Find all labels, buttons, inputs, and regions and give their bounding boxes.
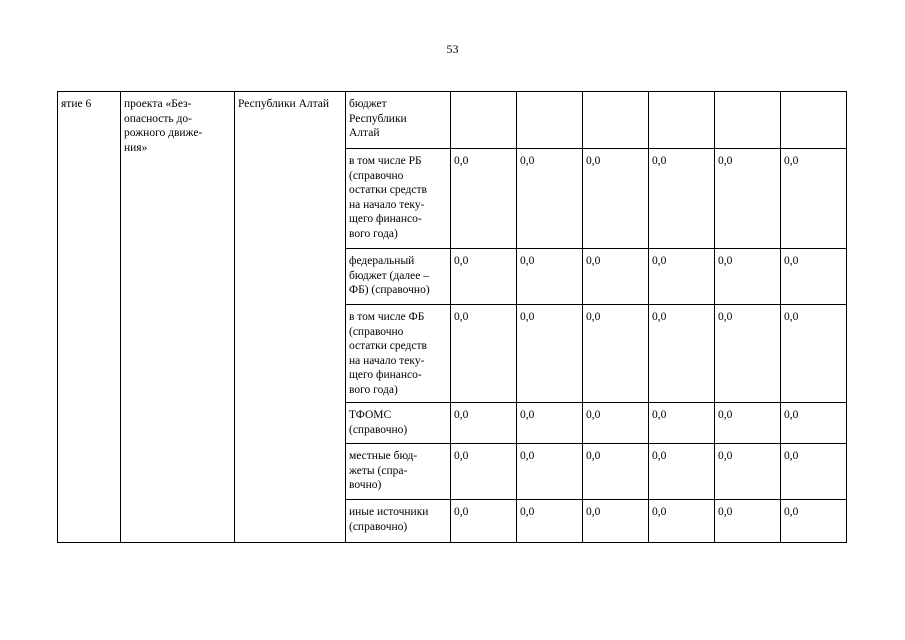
value-cell: 0,0	[451, 149, 517, 249]
funding-source-cell	[346, 305, 451, 403]
value-cell: 0,0	[715, 305, 781, 403]
value-cell: 0,0	[451, 305, 517, 403]
value-cell: 0,0	[781, 444, 847, 500]
value-cell: 0,0	[451, 500, 517, 543]
event-number-cell	[58, 92, 121, 543]
value-cell	[715, 92, 781, 149]
event-number-text: ятие 6	[61, 98, 92, 110]
value-cell: 0,0	[649, 249, 715, 305]
value-cell	[781, 92, 847, 149]
value-cell: 0,0	[781, 500, 847, 543]
funding-source-cell	[346, 444, 451, 500]
value-cell: 0,0	[649, 403, 715, 444]
value-cell: 0,0	[451, 444, 517, 500]
value-cell: 0,0	[583, 249, 649, 305]
value-cell: 0,0	[517, 403, 583, 444]
budget-table	[57, 91, 847, 543]
value-cell: 0,0	[715, 444, 781, 500]
value-cell: 0,0	[715, 149, 781, 249]
value-cell: 0,0	[583, 403, 649, 444]
executor-text: Республики Алтай	[238, 98, 330, 110]
value-cell: 0,0	[781, 403, 847, 444]
value-cell: 0,0	[649, 305, 715, 403]
value-cell: 0,0	[781, 249, 847, 305]
value-cell: 0,0	[781, 305, 847, 403]
value-cell: 0,0	[517, 305, 583, 403]
value-cell: 0,0	[451, 249, 517, 305]
value-cell: 0,0	[583, 444, 649, 500]
value-cell	[583, 92, 649, 149]
value-cell	[451, 92, 517, 149]
value-cell: 0,0	[583, 149, 649, 249]
value-cell: 0,0	[583, 305, 649, 403]
value-cell: 0,0	[781, 149, 847, 249]
value-cell: 0,0	[517, 500, 583, 543]
funding-source-text: в том числе РБ (справочно остатки средств на начало теку- щего финансо- вого года)	[349, 155, 427, 240]
funding-source-cell	[346, 249, 451, 305]
funding-source-text: в том числе ФБ (справочно остатки средств на начало теку- щего финансо- вого года)	[349, 311, 427, 396]
funding-source-text: бюджет Республики Алтай	[349, 98, 407, 140]
value-cell: 0,0	[517, 444, 583, 500]
value-cell: 0,0	[517, 249, 583, 305]
value-cell: 0,0	[451, 403, 517, 444]
value-cell: 0,0	[649, 149, 715, 249]
funding-source-text: федеральный бюджет (далее – ФБ) (справочно)	[349, 255, 430, 297]
funding-source-text: иные источники (справочно)	[349, 506, 429, 533]
value-cell: 0,0	[715, 500, 781, 543]
funding-source-cell	[346, 500, 451, 543]
funding-source-text: местные бюд- жеты (спра- вочно)	[349, 450, 418, 492]
value-cell: 0,0	[715, 403, 781, 444]
value-cell	[649, 92, 715, 149]
funding-source-text: ТФОМС (справочно)	[349, 409, 408, 436]
funding-source-cell	[346, 149, 451, 249]
value-cell: 0,0	[517, 149, 583, 249]
value-cell	[517, 92, 583, 149]
value-cell: 0,0	[649, 500, 715, 543]
value-cell: 0,0	[649, 444, 715, 500]
project-name-text: проекта «Без- опасность до- рожного движе- ния»	[124, 98, 203, 154]
value-cell: 0,0	[583, 500, 649, 543]
page-number: 53	[446, 42, 459, 56]
executor-cell	[235, 92, 346, 543]
project-name-cell	[121, 92, 235, 543]
funding-source-cell	[346, 92, 451, 149]
table-row	[58, 92, 847, 149]
funding-source-cell	[346, 403, 451, 444]
value-cell: 0,0	[715, 249, 781, 305]
